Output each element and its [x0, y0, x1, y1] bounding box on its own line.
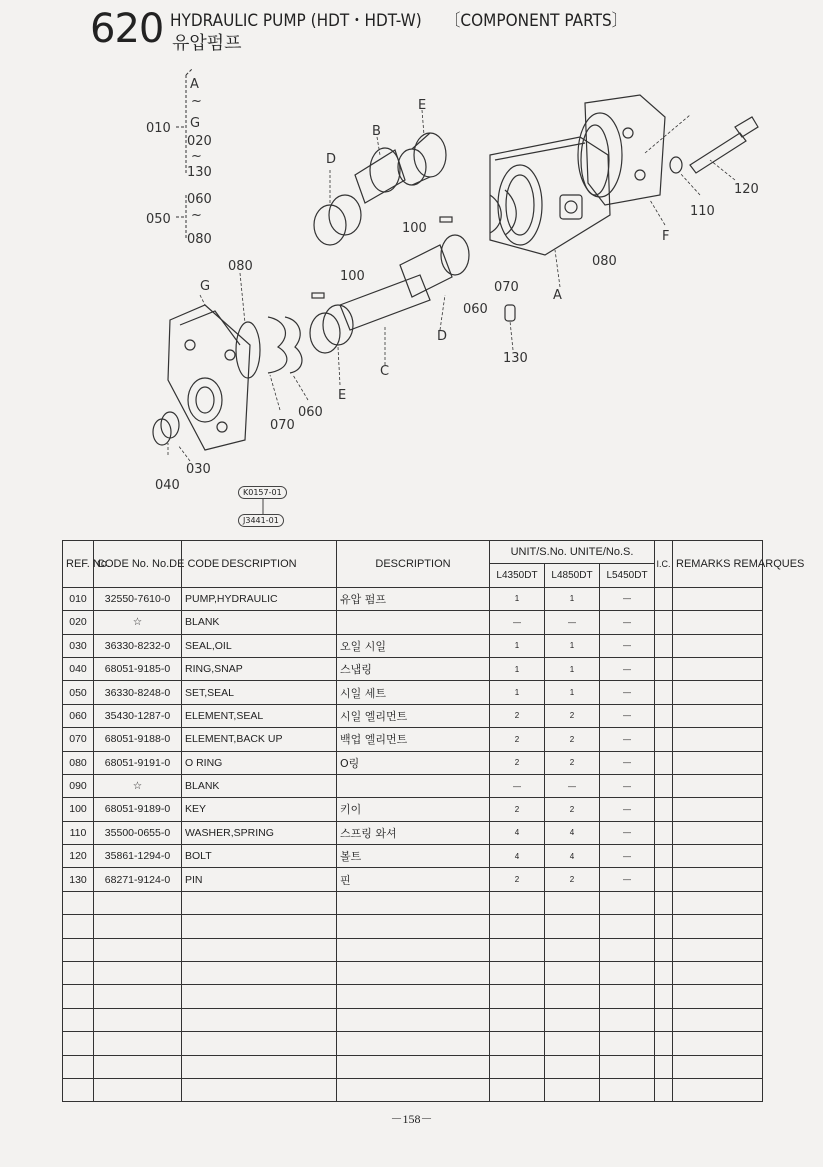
code-connector — [255, 499, 275, 515]
cell-q1: 1 — [490, 634, 545, 657]
label-110: 110 — [690, 204, 715, 219]
cell-empty — [337, 1008, 490, 1031]
cell-empty — [673, 891, 763, 914]
cell-q1: — — [490, 611, 545, 634]
pump-cover — [578, 95, 665, 205]
cell-ref: 080 — [63, 751, 94, 774]
cell-desc: ELEMENT,BACK UP — [182, 728, 337, 751]
cell-empty — [545, 1032, 600, 1055]
cell-rem — [673, 587, 763, 610]
cell-ref: 040 — [63, 657, 94, 680]
cell-rem — [673, 798, 763, 821]
cell-q2: 1 — [545, 681, 600, 704]
bolt — [670, 117, 758, 173]
cell-empty — [600, 962, 655, 985]
header-model-3: L5450DT — [600, 564, 655, 587]
bushing-E-bottom — [310, 305, 353, 353]
gear-B — [355, 148, 405, 203]
label-060-bracket: 060 — [187, 192, 212, 207]
label-070-right: 070 — [494, 280, 519, 295]
cell-ic — [655, 587, 673, 610]
cell-kr: O링 — [337, 751, 490, 774]
label-030: 030 — [186, 462, 211, 477]
label-G: G — [200, 279, 211, 294]
cell-empty — [600, 891, 655, 914]
cell-q1: 2 — [490, 728, 545, 751]
parts-table — [62, 540, 805, 1102]
table-row-empty — [63, 891, 763, 914]
cell-kr: 스냅링 — [337, 657, 490, 680]
label-080-left: 080 — [228, 259, 253, 274]
cell-kr: 백업 엘리먼트 — [337, 728, 490, 751]
cell-q2: 2 — [545, 798, 600, 821]
label-100-top: 100 — [402, 221, 427, 236]
table-row — [63, 868, 763, 891]
table-row — [63, 657, 763, 680]
bushing-D-top — [314, 195, 361, 245]
label-060-right: 060 — [463, 302, 488, 317]
cell-code: 68051-9189-0 — [94, 798, 182, 821]
header-code: CODE No. No.DE CODE — [94, 541, 182, 588]
cell-empty — [63, 1078, 94, 1101]
label-020-bracket: 020 — [187, 134, 212, 149]
cell-ref: 120 — [63, 845, 94, 868]
cell-empty — [490, 915, 545, 938]
cell-empty — [337, 938, 490, 961]
cell-empty — [655, 891, 673, 914]
cell-code: 32550-7610-0 — [94, 587, 182, 610]
cell-kr: 시일 세트 — [337, 681, 490, 704]
cell-rem — [673, 681, 763, 704]
cell-q2: 2 — [545, 704, 600, 727]
cell-desc: BOLT — [182, 845, 337, 868]
cell-empty — [337, 891, 490, 914]
cell-empty — [63, 962, 94, 985]
label-100-mid: 100 — [340, 269, 365, 284]
cell-ic — [655, 774, 673, 797]
table-row-empty — [63, 1078, 763, 1101]
table-row — [63, 681, 763, 704]
table-row — [63, 751, 763, 774]
cell-empty — [655, 1032, 673, 1055]
cell-empty — [600, 985, 655, 1008]
diagram-code-1: K0157-01 — [238, 486, 287, 499]
cell-rem — [673, 774, 763, 797]
cell-empty — [600, 915, 655, 938]
cell-empty — [655, 1008, 673, 1031]
label-130-bracket: 130 — [187, 165, 212, 180]
cell-desc: BLANK — [182, 774, 337, 797]
title-text: HYDRAULIC PUMP (HDT・HDT-W) — [170, 11, 422, 31]
cell-ref: 090 — [63, 774, 94, 797]
table-row-empty — [63, 915, 763, 938]
label-tilde-2: ~ — [191, 149, 202, 164]
cell-kr: 핀 — [337, 868, 490, 891]
cell-empty — [94, 985, 182, 1008]
cell-q1: 1 — [490, 587, 545, 610]
cell-empty — [337, 1032, 490, 1055]
cell-desc: KEY — [182, 798, 337, 821]
cell-rem — [673, 728, 763, 751]
cell-ref: 030 — [63, 634, 94, 657]
cell-empty — [94, 1055, 182, 1078]
cell-ic — [655, 611, 673, 634]
cell-desc: WASHER,SPRING — [182, 821, 337, 844]
cell-ref: 060 — [63, 704, 94, 727]
cell-ic — [655, 845, 673, 868]
diagram-code-2: J3441-01 — [238, 514, 284, 527]
cell-rem — [673, 704, 763, 727]
cell-q1: 4 — [490, 821, 545, 844]
cell-kr — [337, 774, 490, 797]
header-ref: REF. No. — [63, 541, 94, 588]
cell-desc: PUMP,HYDRAULIC — [182, 587, 337, 610]
cell-ref: 070 — [63, 728, 94, 751]
cell-empty — [182, 1055, 337, 1078]
cell-empty — [337, 985, 490, 1008]
title-subtitle: 〔COMPONENT PARTS〕 — [445, 11, 627, 31]
cell-q1: 2 — [490, 868, 545, 891]
cell-empty — [490, 985, 545, 1008]
table-row-empty — [63, 1055, 763, 1078]
page-number-header: 620 — [90, 6, 164, 52]
cell-q2: — — [545, 611, 600, 634]
label-D-bottom: D — [437, 329, 448, 344]
label-E-top: E — [418, 98, 427, 113]
cell-ref: 130 — [63, 868, 94, 891]
label-080-right: 080 — [592, 254, 617, 269]
cell-ic — [655, 798, 673, 821]
cell-q3: — — [600, 728, 655, 751]
cell-ref: 110 — [63, 821, 94, 844]
label-A-bracket: A — [190, 77, 199, 92]
cell-empty — [182, 915, 337, 938]
cell-ic — [655, 868, 673, 891]
label-C: C — [380, 364, 390, 379]
cell-empty — [63, 938, 94, 961]
cell-kr: 볼트 — [337, 845, 490, 868]
label-010: 010 — [146, 121, 171, 136]
label-080-bracket: 080 — [187, 232, 212, 247]
cell-q2: 4 — [545, 845, 600, 868]
cell-desc: RING,SNAP — [182, 657, 337, 680]
table-row-empty — [63, 1032, 763, 1055]
header-model-1: L4350DT — [490, 564, 545, 587]
cell-empty — [63, 985, 94, 1008]
cell-desc: SEAL,OIL — [182, 634, 337, 657]
label-130: 130 — [503, 351, 528, 366]
cell-empty — [673, 938, 763, 961]
cell-empty — [673, 962, 763, 985]
cell-desc: SET,SEAL — [182, 681, 337, 704]
cell-empty — [655, 938, 673, 961]
cell-q2: 2 — [545, 868, 600, 891]
cell-ic — [655, 728, 673, 751]
cell-empty — [490, 1078, 545, 1101]
cell-q3: — — [600, 587, 655, 610]
cell-empty — [94, 962, 182, 985]
cell-empty — [545, 915, 600, 938]
flange-plate — [168, 305, 250, 450]
bracket-010 — [176, 69, 192, 240]
header-ic: I.C. — [655, 541, 673, 588]
cell-ref: 050 — [63, 681, 94, 704]
table-row — [63, 634, 763, 657]
cell-q1: — — [490, 774, 545, 797]
cell-empty — [545, 1078, 600, 1101]
cell-ic — [655, 821, 673, 844]
table-row — [63, 845, 763, 868]
cell-ic — [655, 657, 673, 680]
cell-code: 68271-9124-0 — [94, 868, 182, 891]
cell-q3: — — [600, 821, 655, 844]
cell-desc: O RING — [182, 751, 337, 774]
cell-ic — [655, 751, 673, 774]
cell-q1: 1 — [490, 657, 545, 680]
cell-q1: 2 — [490, 704, 545, 727]
cell-empty — [600, 1032, 655, 1055]
label-G-bracket: G — [190, 116, 201, 131]
cell-ic — [655, 704, 673, 727]
cell-q3: — — [600, 657, 655, 680]
cell-empty — [337, 1078, 490, 1101]
table-row — [63, 728, 763, 751]
cell-empty — [337, 1055, 490, 1078]
cell-empty — [545, 1055, 600, 1078]
cell-empty — [490, 938, 545, 961]
cell-empty — [490, 1055, 545, 1078]
cell-empty — [94, 1032, 182, 1055]
label-040: 040 — [155, 478, 180, 493]
cell-kr: 유압 펌프 — [337, 587, 490, 610]
table-row-empty — [63, 962, 763, 985]
cell-desc: ELEMENT,SEAL — [182, 704, 337, 727]
cell-empty — [600, 938, 655, 961]
cell-kr: 오일 시일 — [337, 634, 490, 657]
cell-ic — [655, 681, 673, 704]
cell-q3: — — [600, 634, 655, 657]
cell-empty — [545, 985, 600, 1008]
table-row-empty — [63, 985, 763, 1008]
cell-desc: BLANK — [182, 611, 337, 634]
cell-empty — [490, 1008, 545, 1031]
cell-q2: 1 — [545, 657, 600, 680]
header-remarks: REMARKS REMARQUES — [673, 541, 763, 588]
cell-empty — [337, 915, 490, 938]
cell-q1: 2 — [490, 798, 545, 821]
cell-empty — [673, 1008, 763, 1031]
table-row-empty — [63, 938, 763, 961]
cell-empty — [600, 1008, 655, 1031]
cell-q2: 2 — [545, 751, 600, 774]
bushing-E-top — [398, 133, 446, 185]
header-model-2: L4850DT — [545, 564, 600, 587]
cell-empty — [182, 1078, 337, 1101]
cell-rem — [673, 657, 763, 680]
page-number-footer: －158－ — [390, 1112, 433, 1126]
label-A: A — [553, 288, 562, 303]
cell-empty — [63, 891, 94, 914]
cell-q3: — — [600, 868, 655, 891]
cell-empty — [182, 1032, 337, 1055]
table-row — [63, 587, 763, 610]
cell-empty — [182, 891, 337, 914]
page-title — [170, 6, 627, 31]
cell-code: 35430-1287-0 — [94, 704, 182, 727]
cell-empty — [182, 938, 337, 961]
cell-code: 35500-0655-0 — [94, 821, 182, 844]
cell-code: 68051-9191-0 — [94, 751, 182, 774]
header-description-kr: DESCRIPTION — [337, 541, 490, 588]
label-050: 050 — [146, 212, 171, 227]
cell-ref: 010 — [63, 587, 94, 610]
cell-q2: 4 — [545, 821, 600, 844]
cell-empty — [655, 915, 673, 938]
cell-q2: 2 — [545, 728, 600, 751]
label-tilde-1: ~ — [191, 94, 202, 109]
cell-rem — [673, 611, 763, 634]
cell-rem — [673, 845, 763, 868]
cell-empty — [673, 985, 763, 1008]
cell-q3: — — [600, 611, 655, 634]
label-120: 120 — [734, 182, 759, 197]
cell-desc: PIN — [182, 868, 337, 891]
cell-rem — [673, 821, 763, 844]
cell-q1: 1 — [490, 681, 545, 704]
label-070-left: 070 — [270, 418, 295, 433]
cell-empty — [94, 891, 182, 914]
pump-housing — [490, 137, 610, 255]
table-row — [63, 821, 763, 844]
cell-empty — [600, 1078, 655, 1101]
label-tilde-3: ~ — [191, 208, 202, 223]
cell-empty — [94, 938, 182, 961]
cell-empty — [600, 1055, 655, 1078]
cell-q3: — — [600, 751, 655, 774]
cell-empty — [545, 1008, 600, 1031]
cell-kr: 키이 — [337, 798, 490, 821]
cell-code: 36330-8248-0 — [94, 681, 182, 704]
cell-q2: 1 — [545, 587, 600, 610]
cell-empty — [545, 962, 600, 985]
table-row — [63, 774, 763, 797]
cell-code: 36330-8232-0 — [94, 634, 182, 657]
cell-empty — [337, 962, 490, 985]
cell-empty — [63, 1055, 94, 1078]
cell-rem — [673, 751, 763, 774]
cell-code: 68051-9185-0 — [94, 657, 182, 680]
cell-empty — [94, 915, 182, 938]
cell-empty — [655, 1055, 673, 1078]
cell-q3: — — [600, 681, 655, 704]
cell-empty — [63, 1008, 94, 1031]
label-D-top: D — [326, 152, 337, 167]
table-row-empty — [63, 1008, 763, 1031]
label-B: B — [372, 124, 381, 139]
cell-code: ☆ — [94, 774, 182, 797]
cell-empty — [655, 962, 673, 985]
label-060-left: 060 — [298, 405, 323, 420]
cell-empty — [490, 891, 545, 914]
cell-code: 68051-9188-0 — [94, 728, 182, 751]
korean-title: 유압펌프 — [172, 33, 242, 54]
cell-q1: 4 — [490, 845, 545, 868]
cell-empty — [655, 985, 673, 1008]
cell-empty — [545, 938, 600, 961]
cell-empty — [655, 1078, 673, 1101]
cell-rem — [673, 634, 763, 657]
cell-ref: 020 — [63, 611, 94, 634]
table-row — [63, 798, 763, 821]
table-row — [63, 611, 763, 634]
cell-empty — [490, 1032, 545, 1055]
header-description-en: DESCRIPTION — [182, 541, 337, 588]
cell-empty — [63, 915, 94, 938]
label-F: F — [662, 229, 670, 244]
cell-rem — [673, 868, 763, 891]
cell-empty — [673, 1055, 763, 1078]
cell-q3: — — [600, 845, 655, 868]
cell-empty — [673, 1078, 763, 1101]
cell-code: 35861-1294-0 — [94, 845, 182, 868]
cell-empty — [182, 962, 337, 985]
cell-ref: 100 — [63, 798, 94, 821]
cell-empty — [94, 1078, 182, 1101]
cell-empty — [63, 1032, 94, 1055]
cell-kr: 스프링 와셔 — [337, 821, 490, 844]
cell-q1: 2 — [490, 751, 545, 774]
header-unit: UNIT/S.No. UNITE/No.S. — [490, 541, 655, 564]
cell-kr: 시일 엘리먼트 — [337, 704, 490, 727]
cell-empty — [182, 985, 337, 1008]
cell-q3: — — [600, 774, 655, 797]
table-row — [63, 704, 763, 727]
cell-q3: — — [600, 798, 655, 821]
cell-empty — [673, 1032, 763, 1055]
cell-q3: — — [600, 704, 655, 727]
cell-empty — [490, 962, 545, 985]
cell-empty — [673, 915, 763, 938]
cell-kr — [337, 611, 490, 634]
cell-code: ☆ — [94, 611, 182, 634]
cell-ic — [655, 634, 673, 657]
cell-q2: — — [545, 774, 600, 797]
leader-lines — [168, 110, 735, 461]
label-E-bottom: E — [338, 388, 347, 403]
cell-empty — [94, 1008, 182, 1031]
cell-empty — [545, 891, 600, 914]
cell-q2: 1 — [545, 634, 600, 657]
cell-empty — [182, 1008, 337, 1031]
